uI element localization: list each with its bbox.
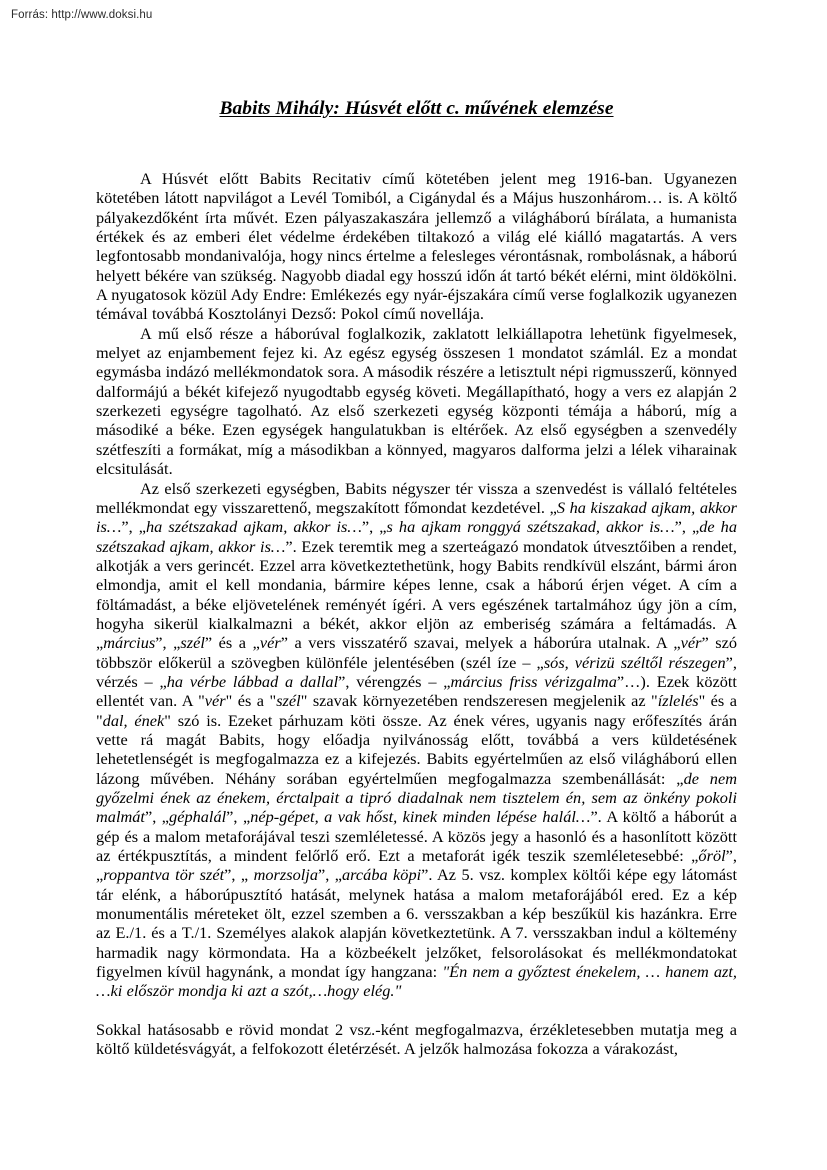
quoted-phrase: roppantva tör szét <box>103 865 225 885</box>
quoted-phrase: nép-gépet, a vak hőst, kinek minden lépése halál… <box>250 807 591 827</box>
paragraph-3: Az első szerkezeti egységben, Babits négyszer tér vissza a szenvedést is vállaló feltételes mellékmondat egy visszarettenő, megszakított főmondat kezdetével. „S ha kiszakad ajkam, akkor is…”, „ha szétszakad ajkam, akkor is…”, „s ha ajkam ronggyá szétszakad, akkor is…”, „de ha szétszakad ajkam, akkor is…”. Ezek teremtik meg a szerteágazó mondatok útvesztőiben a rendet, alkotják a vers gerincét. Ezzel arra következtethetünk, hogy Babits rendkívül elszánt, bármi áron elmondja, amit el kell mondania, bármire képes lenne, csak a háború érjen véget. A cím a föltámadást, a béke eljövetelének reményét ígéri. A vers egészének tartalmához úgy jön a cím, hogyha sikerül kialkalmazni a békét, akkor eljön az emberiség számára a feltámadás. A „március”, „szél” és a „vér” a vers visszatérő szavai, melyek a háborúra utalnak. A „vér” szó többször előkerül a szövegben különféle jelentésében (szél íze – „sós, vérizü széltől részegen”, vérzés – „ha vérbe lábbad a dallal”, vérengzés – „március friss vérizgalma”…). Ezek között ellentét van. A "vér" és a "szél" szavak környezetében rendszeresen megjelenik az "ízlelés" és a "dal, ének" szó is. Ezeket párhuzam köti össze. Az ének véres, ugyanis nagy erőfeszítés árán vette rá magát Babits, hogy előadja nyilvánosság előtt, továbbá a vers küldetésének lehetetlenségét is megfogalmazza ez a kifejezés. Babits egyértelműen az első világháború ellen lázong művében. Néhány sorában egyértelműen megfogalmazza szembenállását: „de nem győzelmi ének az énekem, érctalpait a tipró diadalnak nem tisztelem én, sem az önkény pokoli malmát”, „géphalál”, „nép-gépet, a vak hőst, kinek minden lépése halál…”. A költő a háborút a gép és a malom metaforájával teszi szemléletessé. A közös jegy a hasonló és a hasonlított között az értékpusztítás, a mindent felőrlő erő. Ezt a metaforát igék teszik szemléletesebbé: „őröl”, „roppantva tör szét”, „ morzsolja”, „arcába köpi”. Az 5. vsz. komplex költői képe egy látomást tár elénk, a háborúpusztító hatását, melynek hatása a malom metaforájából ered. Ez a kép monumentális méreteket ölt, ezzel szemben a 6. versszakban a kép beszűkül kis hazánkra. Erre az E./1. és a T./1. Személyes alakok alapján következtetünk. A 7. versszakban indul a költemény harmadik nagy körmondata. Ha a közbeékelt jelzőket, felsorolásokat és mellékmondatokat figyelmen kívül hagynánk, a mondat így hangzana: "Én nem a győztest énekelem, … hanem azt, …ki először mondja ki azt a szót,…hogy elég." <box>96 478 738 1001</box>
quoted-phrase: szél <box>276 691 301 711</box>
quoted-phrase: "Én nem a győztest énekelem, … hanem azt, …ki először mondja ki azt a szót,…hogy elég." <box>96 962 738 1001</box>
quoted-phrase: ha szétszakad ajkam, akkor is… <box>146 517 362 537</box>
quoted-phrase: vér <box>204 691 226 711</box>
quoted-phrase: ízlelés <box>657 691 699 711</box>
quoted-phrase: dal, ének <box>102 710 165 730</box>
source-url-stamp: Forrás: http://www.doksi.hu <box>11 9 153 21</box>
page-title: Babits Mihály: Húsvét előtt c. művének elemzése <box>219 98 614 119</box>
document-body <box>96 96 737 1059</box>
quoted-phrase: S ha kiszakad ajkam, akkor is… <box>96 497 737 537</box>
quoted-phrase: morzsolja <box>253 865 318 885</box>
paragraph-1: A Húsvét előtt Babits Recitativ című kötetében jelent meg 1916-ban. Ugyanezen kötetében látott napvilágot a Levél Tomiból, a Cigánydal és a Május huszonhárom… is. A költő pályakezdőként írta művét. Ezen pályaszakaszára jellemző a világháború bírálata, a humanista értékek és az emberi élet védelme érdekében tiltakozó a világ elé kiálló magatartás. A vers legfontosabb mondanivalója, hogy nincs értelme a felesleges vérontásnak, rombolásnak, a háború helyett békére van szükség. Nagyobb diadal egy hosszú időn át tartó békét elérni, mint öldökölni. A nyugatosok közül Ady Endre: Emlékezés egy nyár-éjszakára című verse foglalkozik ugyanezen témával továbbá Kosztolányi Dezső: Pokol című novellája. <box>96 169 737 324</box>
quoted-phrase: március <box>103 633 156 653</box>
quoted-phrase: vér <box>680 633 702 653</box>
quoted-phrase: március friss vérizgalma <box>450 671 617 691</box>
quoted-phrase: ha vérbe lábbad a dallal <box>166 671 339 691</box>
quoted-phrase: géphalál <box>169 807 227 827</box>
quoted-phrase: arcába köpi <box>342 865 422 885</box>
paragraph-4: Sokkal hatásosabb e rövid mondat 2 vsz.-ként megfogalmazva, érzékletesebben mutatja meg a költő küldetésvágyát, a felfokozott életérzését. A jelzők halmozása fokozza a várakozást, <box>96 1020 737 1059</box>
quoted-phrase: sós, vérizü széltől részegen <box>543 652 726 672</box>
paragraph-2: A mű első része a háborúval foglalkozik, zaklatott lelkiállapotra lehetünk figyelmesek, melyet az enjambement fejez ki. Az egész egység összesen 1 mondatot számlál. Ez a mondat egymásba indázó mellékmondatok sora. A második részére a letisztult népi rigmusszerű, könnyed dalformájú a békét kifejező nyugodtabb egység követi. Megállapítható, hogy a vers ez alapján 2 szerkezeti egységre tagolható. Az első szerkezeti egység központi témája a háború, míg a másodiké a béke. Ezen egységek hangulatukban is eltérőek. Az első egységben a szenvedély szétfeszíti a formákat, míg a másodikban a könnyed, magyaros dalforma jelzi a lélek viharainak elcsitulását. <box>96 323 737 479</box>
quoted-phrase: s ha ajkam ronggyá szétszakad, akkor is… <box>386 517 675 537</box>
quoted-phrase: vér <box>259 633 281 653</box>
quoted-phrase: de nem győzelmi ének az énekem, érctalpait a tipró diadalnak nem tisztelem én, sem az önkény pokoli malmát <box>96 768 737 827</box>
quoted-phrase: szél <box>180 633 205 653</box>
quoted-phrase: de ha szétszakad ajkam, akkor is… <box>96 517 737 556</box>
quoted-phrase: őröl <box>698 846 726 866</box>
